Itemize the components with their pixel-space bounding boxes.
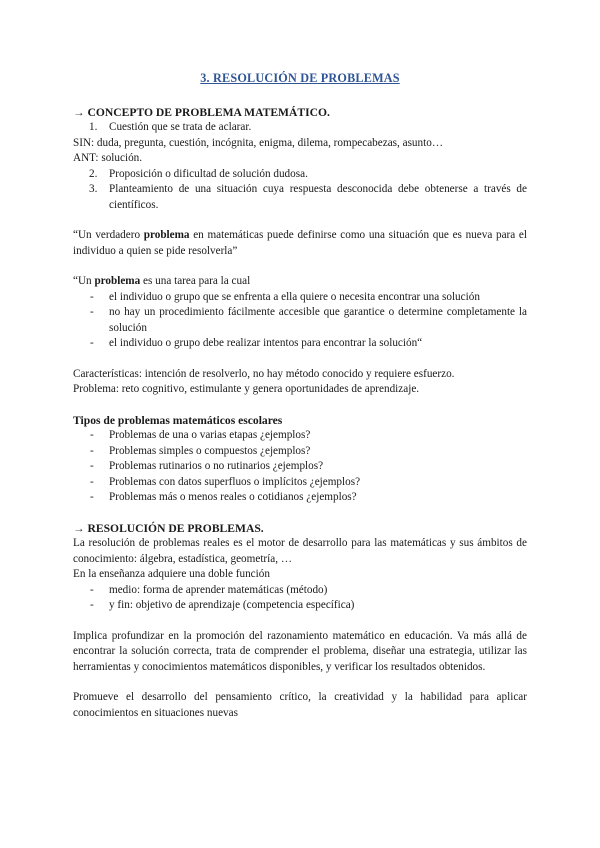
- definition-list: [73, 167, 527, 214]
- list-item: - no hay un procedimiento fácilmente accesible que garantice o determine completamente la solución: [90, 306, 527, 334]
- list-item: 3. Planteamiento de una situación cuya respuesta desconocida debe obtenerse a través de científicos.: [89, 183, 527, 211]
- list-item: - el individuo o grupo que se enfrenta a ella quiere o necesita encontrar una solución: [90, 290, 480, 303]
- quote-paragraph: “Un verdadero problema en matemáticas puede definirse como una situación que es nueva para el individuo a quien se pide resolverla”: [73, 229, 527, 257]
- paragraph: En la enseñanza adquiere una doble función: [73, 568, 270, 580]
- document-page: [73, 71, 527, 721]
- list-item: - medio: forma de aprender matemáticas (método): [90, 583, 328, 596]
- list-item: 2. Proposición o dificultad de solución dudosa.: [89, 167, 308, 180]
- definition-list: [73, 120, 527, 136]
- types-list: [73, 428, 527, 506]
- antonyms-line: ANT: solución.: [73, 152, 143, 164]
- arrow-icon: →: [73, 105, 85, 119]
- page-title: 3. RESOLUCIÓN DE PROBLEMAS: [200, 71, 400, 85]
- quote-list: [73, 290, 527, 352]
- function-list: [73, 583, 527, 614]
- list-item: - Problemas simples o compuestos ¿ejemplos?: [90, 444, 311, 457]
- list-item: - Problemas de una o varias etapas ¿ejemplos?: [90, 429, 311, 441]
- characteristics-line: Características: intención de resolverlo, no hay método conocido y requiere esfuerzo.: [73, 367, 455, 380]
- types-heading: Tipos de problemas matemáticos escolares: [73, 413, 283, 427]
- quote-paragraph: “Un problema es una tarea para la cual: [73, 275, 251, 287]
- list-item: - el individuo o grupo debe realizar intentos para encontrar la solución“: [90, 337, 423, 349]
- paragraph: Implica profundizar en la promoción del razonamiento matemático en educación. Va más allá de encontrar la solución correcta, trata de comprender el problema, diseñar una estrategia, utilizar las herramientas y conocimientos matemáticos disponibles, y verificar los resultados obtenidos.: [73, 629, 527, 673]
- problem-definition-line: Problema: reto cognitivo, estimulante y genera oportunidades de aprendizaje.: [73, 383, 420, 395]
- list-item: - Problemas más o menos reales o cotidianos ¿ejemplos?: [90, 491, 357, 503]
- list-item: 1. Cuestión que se trata de aclarar.: [89, 121, 252, 133]
- synonyms-line: SIN: duda, pregunta, cuestión, incógnita, enigma, dilema, rompecabezas, asunto…: [73, 136, 444, 149]
- list-item: - y fin: objetivo de aprendizaje (competencia específica): [90, 599, 355, 611]
- paragraph: Promueve el desarrollo del pensamiento crítico, la creatividad y la habilidad para aplicar conocimientos en situaciones nuevas: [73, 691, 527, 719]
- paragraph: La resolución de problemas reales es el motor de desarrollo para las matemáticas y sus ámbitos de conocimiento: álgebra, estadística, geometría, …: [73, 537, 527, 565]
- list-item: - Problemas con datos superfluos o implícitos ¿ejemplos?: [90, 475, 361, 488]
- section-heading-concepto: → CONCEPTO DE PROBLEMA MATEMÁTICO.: [73, 105, 330, 119]
- section-heading-resolucion: → RESOLUCIÓN DE PROBLEMAS.: [73, 521, 264, 535]
- list-item: - Problemas rutinarios o no rutinarios ¿ejemplos?: [90, 460, 324, 472]
- arrow-icon: →: [73, 521, 85, 535]
